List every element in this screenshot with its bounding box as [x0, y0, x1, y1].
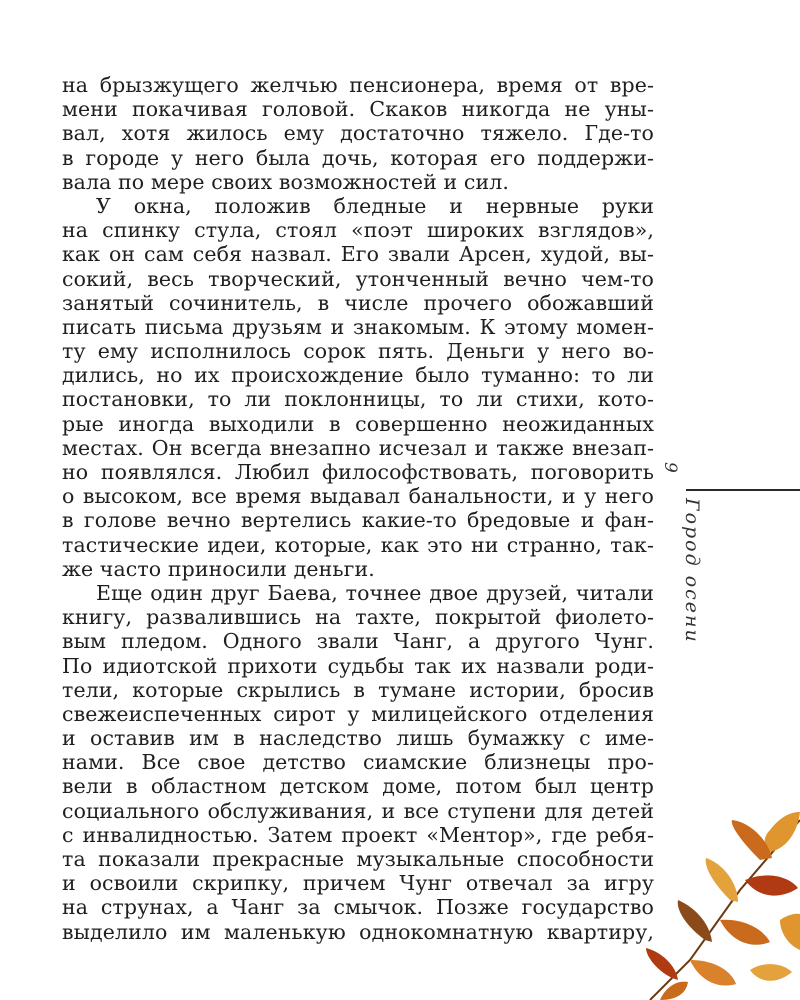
text-line: ту ему исполнилось сорок пять. Деньги у него во- — [62, 339, 654, 364]
text-line: в голове вечно вертелись какие-то бредовые и фан- — [62, 508, 654, 533]
text-line: в городе у него была дочь, которая его поддержи- — [62, 145, 654, 170]
text-line: та показали прекрасные музыкальные способности — [62, 847, 654, 871]
text-line: с инвалидностью. Затем проект «Ментор», где ребя- — [62, 822, 654, 847]
text-line: тели, которые скрылись в тумане истории, бросив — [62, 677, 654, 702]
text-line: о высоком, все время выдавал банальности, и у него — [62, 484, 654, 509]
text-line: как он сам себя назвал. Его звали Арсен, худой, вы- — [62, 242, 654, 267]
text-line: книгу, развалившись на тахте, покрытой фиолето- — [62, 605, 654, 630]
text-line: постановки, то ли поклонницы, то ли стихи, кото- — [62, 387, 654, 412]
text-line: и оставив им в наследство лишь бумажку с име- — [62, 726, 654, 751]
text-line: рые иногда выходили в совершенно неожиданных — [62, 411, 654, 436]
text-line: сокий, весь творческий, утонченный вечно чем-то — [62, 266, 654, 291]
running-title: Город осени — [681, 498, 703, 644]
text-line: вели в областном детском доме, потом был центр — [62, 774, 654, 799]
text-line: По идиотской прихоти судьбы так их назвали роди- — [62, 653, 654, 678]
text-line: дились, но их происхождение было туманно: то ли — [62, 363, 654, 388]
text-line: свежеиспеченных сирот у милицейского отделения — [62, 701, 654, 726]
page-number: 9 — [660, 462, 680, 473]
text-line: писать письма друзьям и знакомым. К этому момен- — [62, 314, 654, 339]
text-line: же часто приносили деньги. — [62, 556, 375, 581]
text-line: вала по мере своих возможностей и сил. — [62, 169, 510, 194]
text-line: У окна, положив бледные и нервные руки — [96, 193, 654, 218]
text-line: на брызжущего желчью пенсионера, время от вре- — [62, 73, 654, 97]
text-line: вым пледом. Одного звали Чанг, а другого Чунг. — [62, 629, 654, 654]
text-line: занятый сочинитель, в числе прочего обожавший — [62, 290, 654, 315]
text-line: Еще один друг Баева, точнее двое друзей, читали — [96, 580, 654, 605]
text-line: выделило им маленькую однокомнатную квартиру, — [62, 919, 654, 944]
autumn-leaves-icon — [646, 812, 800, 1000]
text-line: и освоили скрипку, причем Чунг отвечал за игру — [62, 871, 654, 896]
margin-rule — [686, 489, 800, 491]
text-line: тастические идеи, которые, как это ни странно, так- — [62, 532, 654, 557]
text-line: на спинку стула, стоял «поэт широких взглядов», — [62, 218, 654, 243]
text-line: мени покачивая головой. Скаков никогда не уны- — [62, 97, 654, 122]
text-line: социального обслуживания, и все ступени для детей — [62, 798, 654, 823]
text-line: но появлялся. Любил философствовать, поговорить — [62, 460, 654, 484]
text-line: вал, хотя жилось ему достаточно тяжело. Где-то — [62, 121, 654, 146]
text-line: нами. Все свое детство сиамские близнецы про- — [62, 750, 654, 775]
autumn-leaves-decoration — [620, 800, 800, 1000]
text-line: местах. Он всегда внезапно исчезал и также внезап- — [62, 435, 654, 460]
body-text — [62, 73, 654, 944]
text-line: на струнах, а Чанг за смычок. Позже государство — [62, 895, 654, 920]
